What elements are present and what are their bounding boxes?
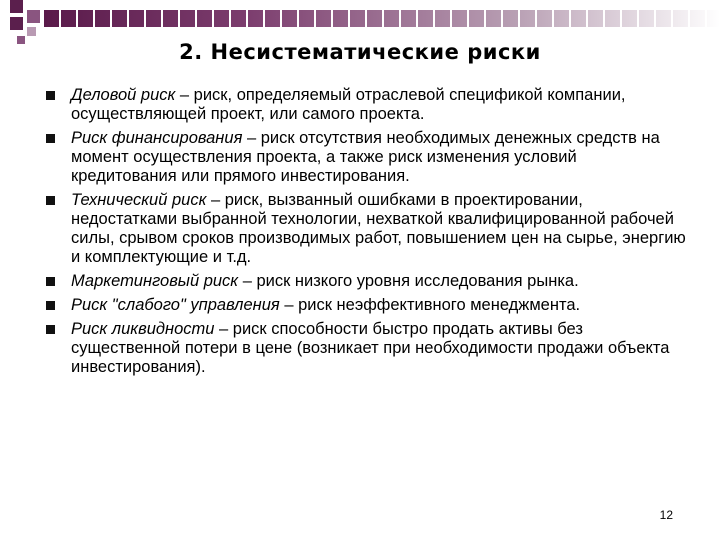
- list-item: [46, 86, 686, 124]
- risk-term: Риск финансирования: [71, 129, 243, 147]
- risk-description: – риск отсутствия необходимых денежных средств на момент осуществления проекта, а также риск изменения условий кредитования или прямого инвестирования.: [71, 129, 660, 185]
- risk-term: Риск "слабого" управления: [71, 296, 280, 314]
- corner-square-1: [10, 0, 23, 13]
- list-item: [46, 191, 686, 267]
- bullet-square-icon: [46, 134, 55, 143]
- list-item: [46, 320, 686, 377]
- risk-term: Деловой риск: [71, 86, 176, 104]
- risk-term: Риск ликвидности: [71, 320, 215, 338]
- risk-description: – риск способности быстро продать активы без существенной потери в цене (возникает при необходимости продажи объекта инвестирования).: [71, 320, 670, 376]
- list-item: [46, 129, 686, 186]
- page-number: 12: [659, 508, 673, 522]
- bullet-square-icon: [46, 91, 55, 100]
- bullet-square-icon: [46, 196, 55, 205]
- risk-description: – риск, вызванный ошибками в проектировании, недостатками выбранной технологии, нехваткой квалифицированной рабочей силы, срывом сроков производимых работ, повышением цен на сырье, энергию и комплектующие и т.д.: [71, 191, 686, 266]
- risk-term: Маркетинговый риск: [71, 272, 239, 290]
- risk-term: Технический риск: [71, 191, 207, 209]
- corner-square-2: [27, 10, 40, 23]
- slide-title: 2. Несистематические риски: [179, 40, 541, 64]
- risk-description: – риск, определяемый отраслевой спецификой компании, осуществляющей проект, или самого проекта.: [71, 86, 626, 123]
- risk-description: – риск низкого уровня исследования рынка.: [238, 272, 579, 290]
- bullet-square-icon: [46, 277, 55, 286]
- bullet-square-icon: [46, 325, 55, 334]
- bullet-square-icon: [46, 301, 55, 310]
- bullet-list: [46, 86, 686, 382]
- corner-square-3: [10, 17, 23, 30]
- risk-description: – риск неэффективного менеджмента.: [279, 296, 581, 314]
- list-item: [46, 296, 686, 315]
- corner-square-4: [27, 27, 36, 36]
- header-decorative-band: [44, 10, 720, 27]
- list-item: [46, 272, 686, 291]
